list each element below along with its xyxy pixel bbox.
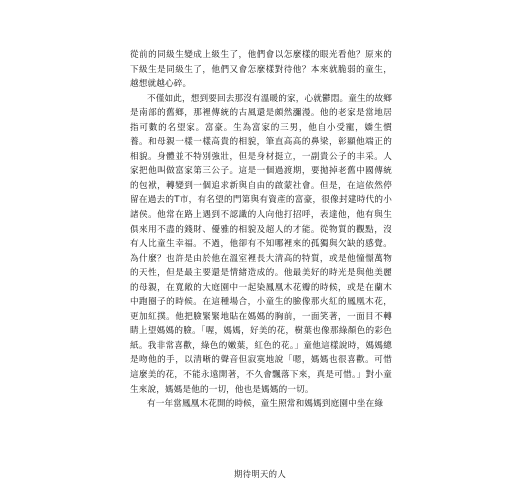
paragraph-3: 有一年當鳳凰木花開的時候，童生照常和媽媽到庭園中坐在綠 (147, 399, 384, 410)
paragraph-2: 不僅如此，想到要回去那沒有溫暖的家，心就鬱悶。童生的故鄉是南部的舊鄉，那裡傳統的古風還是頗然瀰漫。他的老家是當地居指可數的名望家。富豪。生為富家的三男，他自小受寵，嬌生慣養。和母親一樣一樣高貴的相貌，筆直高高的鼻梁，彰顯他端正的相貌。身體並不特別強壯，但是身材挺立，一副貴公子的丰采。人家把他叫做富家第三公子。這是一個過渡期，要拋掉老舊中國傳統的包袱，轉變到一個追求新與自由的啟蒙社會。但是，在這依然停留在過去的T市，有名望的門第與有資產的富豪，很像封建時代的小諸侯。他常在路上遇到不認識的人向他打招呼，表達他，他有與生俱來用不盡的錢財、優雅的相貌及超人的才能。從物質的觀點，沒有人比童生幸福。不過，他卻有不知哪裡來的孤獨與欠缺的感覺。為什麼？也許是由於他在溫室裡長大清高的特質，或是他憧憬萬物的天性，但是最主要還是情緒造成的。他最美好的時光是與他美麗的母親，在寬敞的大庭園中一起染鳳凰木花瓣的時候，或是在蘭木中跑圈子的時候。在這種場合，小童生的臉像那火紅的鳳凰木花，更加紅撲。他把臉緊緊地貼在媽媽的胸前，一面笑著，一面目不轉睛上望媽媽的臉。「喔，媽媽，好美的花，樹葉也像那綠顏色的彩色紙。我非常喜歡，綠色的嫩葉，紅色的花。」童他這樣說時，媽媽總是吻他的手，以清晰的聲音但寂寞地說「嗯，媽媽也很喜歡。可惜這麼美的花，不能永遠開著，不久會飄落下來，真是可惜。」對小童生來說，媽媽是他的一切，他也是媽媽的一切。 (130, 93, 392, 395)
paragraph-1: 從前的同級生變成上級生了，他們會以怎麼樣的眼光看他？原來的下級生是同級生了，他們又會怎麼樣對待他？本來就脆弱的童生，越想就越心碎。 (130, 50, 392, 90)
body-text (130, 48, 392, 412)
running-title: 期待明天的人 (233, 469, 287, 479)
